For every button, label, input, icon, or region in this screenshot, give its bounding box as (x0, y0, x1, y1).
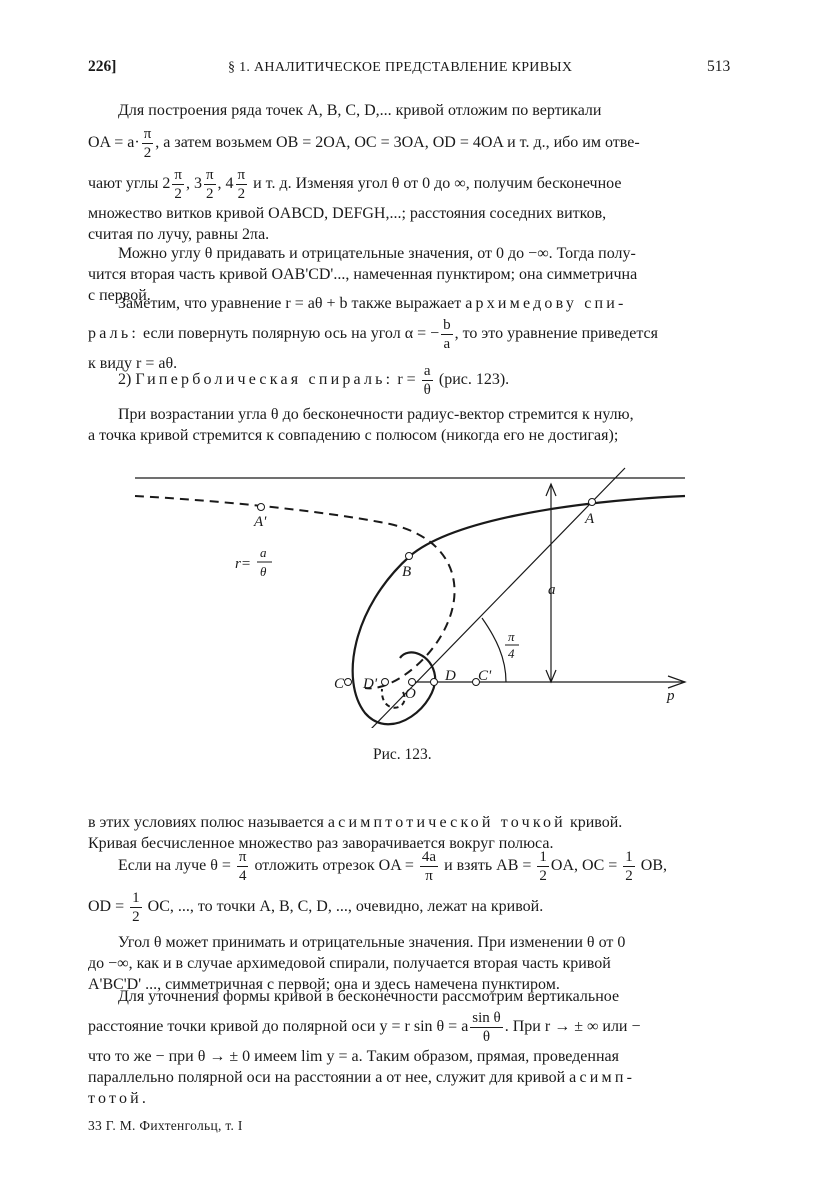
text-run: , 4 (217, 175, 234, 193)
formula-text: OA = a· (88, 134, 140, 152)
text-line: Угол θ может принимать и отрицательные значения. При изменении θ от 0 (118, 934, 626, 951)
text-line: Кривая бесчисленное множество раз заворачивается вокруг полюса. (88, 835, 554, 852)
text-run: OD = (88, 898, 129, 916)
text-line (88, 812, 740, 833)
text-run: (рис. 123). (434, 371, 510, 389)
fraction-numerator: 1 (625, 849, 633, 865)
fraction-numerator: sin θ (472, 1010, 501, 1026)
pole-O (409, 679, 416, 686)
text-line (88, 293, 740, 314)
point-A-prime (258, 504, 265, 511)
fraction-denominator: π (425, 868, 433, 884)
fraction-denominator: 2 (205, 186, 214, 202)
fraction (623, 848, 635, 885)
text-run: , а затем возьмем OB = 2OA, OC = 3OA, OD = 4OA и т. д., ибо им отве- (155, 134, 640, 152)
fraction-numerator: 1 (539, 849, 547, 865)
fraction-denominator: 2 (174, 186, 182, 202)
fraction (236, 166, 248, 203)
point-A (589, 499, 596, 506)
spaced-term: раль: (88, 325, 139, 343)
page-left-marker: 226] (88, 58, 117, 75)
text-run: отложить отрезок OA = (250, 857, 418, 875)
paragraph-hyperbolic-limit (88, 404, 740, 446)
fraction (130, 889, 142, 926)
fraction-numerator: π (205, 167, 214, 183)
fraction (142, 125, 154, 162)
fraction (204, 166, 216, 203)
paragraph-asymptote (88, 986, 740, 1109)
fraction-denominator: 2 (625, 868, 633, 884)
text-line (88, 848, 740, 885)
label-equation: r= (235, 556, 251, 572)
text-line: с первой. (88, 287, 151, 304)
fraction (470, 1009, 502, 1046)
point-D-prime (382, 679, 389, 686)
fraction-denominator: θ (423, 382, 431, 398)
text-run: r = (393, 371, 420, 389)
fraction (537, 848, 549, 885)
fraction (237, 848, 249, 885)
label-eq-denominator: θ (260, 564, 267, 579)
point-C (345, 679, 352, 686)
fraction-denominator: 4 (238, 868, 247, 884)
label-A-prime: A' (254, 514, 267, 530)
fraction (422, 362, 433, 399)
spaced-term: Гиперболическая спираль: (135, 371, 394, 389)
label-A: A (585, 511, 595, 527)
fraction-denominator: 2 (132, 909, 140, 925)
text-run: , 3 (185, 175, 202, 193)
page-number: 513 (707, 58, 731, 75)
text-run: , то это уравнение приведется (454, 325, 658, 343)
label-D-prime: D' (363, 676, 378, 692)
text-run: чают углы 2 (88, 175, 171, 193)
fraction-numerator: 4a (421, 849, 437, 865)
figure-caption: Рис. 123. (373, 746, 432, 763)
spaced-term: архимедову спи- (465, 295, 627, 312)
label-B: B (402, 564, 412, 580)
text-line: При возрастании угла θ до бесконечности радиус-вектор стремится к нулю, (118, 406, 634, 423)
spiral-positive-branch (353, 496, 685, 724)
text-line: а точка кривой стремится к совпадению с полюсом (никогда его не достигая); (88, 427, 619, 444)
text-line: что то же − при θ → ± 0 имеем lim y = a. Таким образом, прямая, проведенная (88, 1048, 619, 1065)
label-p: p (667, 688, 675, 704)
text-run: если повернуть полярную ось на угол α = − (138, 325, 440, 343)
paragraph-archimedes-construction (88, 100, 740, 245)
text-run: расстояние точки кривой до полярной оси y = r sin θ = a (88, 1018, 469, 1036)
spaced-term: асимптотической точкой (327, 814, 566, 831)
fraction-numerator: π (237, 167, 246, 183)
text-line (88, 1009, 740, 1046)
text-line (88, 1067, 740, 1088)
text-line (88, 889, 740, 926)
label-a: a (548, 582, 556, 598)
label-angle-numerator: π (508, 629, 515, 644)
fraction (172, 166, 184, 203)
text-line: A'BC'D' ..., симметричная с первой; она и здесь намечена пунктиром. (88, 976, 560, 993)
text-line: до −∞, как и в случае архимедовой спирали, получается вторая часть кривой (88, 955, 611, 972)
text-run: OC, ..., то точки A, B, C, D, ..., очевидно, лежат на кривой. (143, 898, 544, 916)
text-line: Для построения ряда точек A, B, C, D,... кривой отложим по вертикали (118, 102, 602, 119)
text-line: множество витков кривой OABCD, DEFGH,...; расстояния соседних витков, (88, 205, 607, 222)
fraction (441, 316, 453, 353)
label-C: C (334, 676, 345, 692)
fraction-numerator: b (443, 317, 451, 333)
spiral-negative-branch (135, 496, 455, 688)
figure-hyperbolic-spiral (120, 466, 700, 728)
text-line (88, 166, 740, 203)
fraction-denominator: 2 (143, 145, 152, 161)
text-line: к виду r = aθ. (88, 355, 178, 372)
text-line (88, 316, 740, 353)
running-header: § 1. АНАЛИТИЧЕСКОЕ ПРЕДСТАВЛЕНИЕ КРИВЫХ (228, 60, 573, 75)
fraction (420, 848, 438, 885)
text-run: и т. д. Изменяя угол θ от 0 до ∞, получим бесконечное (249, 175, 622, 193)
text-run: в этих условиях полюс называется (88, 814, 324, 831)
label-D: D (445, 668, 456, 684)
footer-signature: 33 Г. М. Фихтенгольц, т. I (88, 1118, 243, 1133)
text-line: тотой. (88, 1090, 150, 1107)
label-angle-denominator: 4 (508, 646, 515, 661)
fraction-numerator: π (143, 126, 152, 142)
paragraph-points-on-curve (88, 848, 740, 926)
fraction-denominator: θ (482, 1029, 491, 1045)
fraction-numerator: π (238, 849, 247, 865)
text-run: OA, OC = (550, 857, 622, 875)
label-eq-numerator: a (260, 545, 267, 560)
label-O: O (405, 686, 416, 702)
text-run: Заметим, что уравнение r = aθ + b также выражает (118, 295, 462, 312)
text-run: кривой. (565, 814, 623, 831)
text-run: . При r → ± ∞ или − (504, 1018, 641, 1036)
text-line: Можно углу θ придавать и отрицательные значения, от 0 до −∞. Тогда полу- (118, 245, 636, 262)
point-B (406, 553, 413, 560)
spaced-term: асимп- (569, 1069, 636, 1086)
fraction-numerator: a (422, 362, 433, 381)
item-number: 2) (118, 371, 132, 389)
fraction-denominator: 2 (237, 186, 246, 202)
text-line: Для уточнения формы кривой в бесконечности рассмотрим вертикальное (118, 988, 620, 1005)
fraction-denominator: 2 (539, 868, 547, 884)
paragraph-hyperbolic-heading (88, 362, 740, 399)
text-run: Если на луче θ = (118, 857, 235, 875)
text-line (88, 362, 740, 399)
fraction-numerator: 1 (132, 890, 140, 906)
fraction-numerator: π (174, 167, 182, 183)
text-run: и взять AB = (440, 857, 536, 875)
text-line: считая по лучу, равны 2πa. (88, 226, 270, 243)
text-line (88, 125, 740, 162)
text-line: чится вторая часть кривой OAB'CD'..., намеченная пунктиром; она симметрична (88, 266, 638, 283)
point-D (431, 679, 438, 686)
label-C-prime: C' (478, 668, 492, 684)
fraction-denominator: a (443, 336, 451, 352)
text-run: параллельно полярной оси на расстоянии a от нее, служит для кривой (88, 1069, 566, 1086)
text-run: OB, (636, 857, 667, 875)
